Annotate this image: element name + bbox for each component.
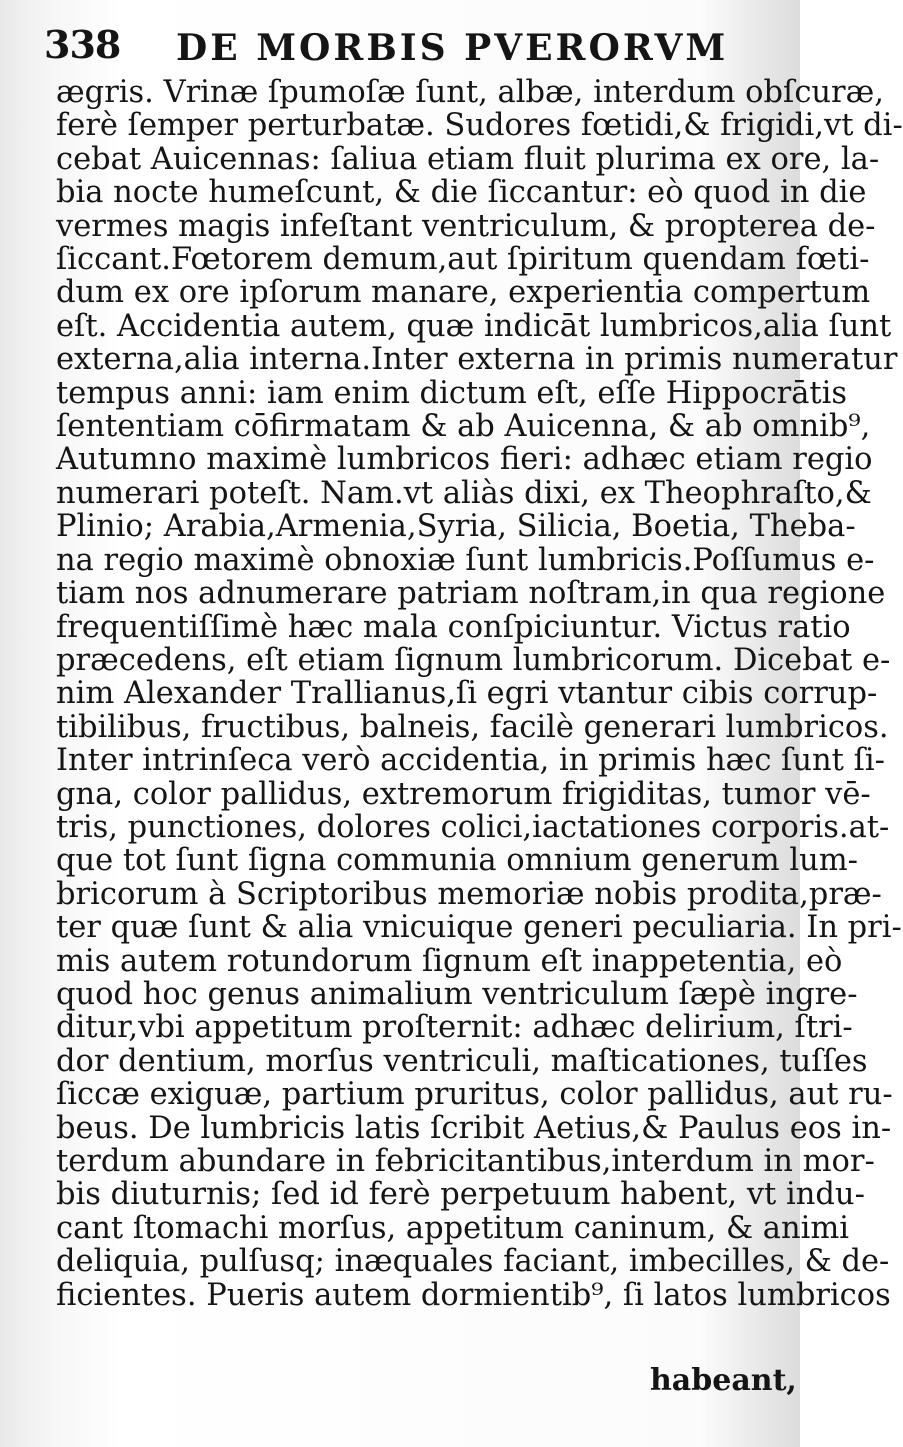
text-line: beus. De lumbricis latis ſcribit Aetius,& Paulus eos in-	[56, 1110, 892, 1146]
running-head: DE MORBIS PVERORVM	[176, 27, 729, 69]
text-line: que tot ſunt ſigna communia omnium generum lum-	[56, 843, 858, 879]
text-line: tibilibus, fructibus, balneis, facilè generari lumbricos.	[56, 709, 889, 745]
text-line: externa,alia interna.Inter externa in primis numeratur	[56, 342, 898, 378]
text-line: tiam nos adnumerare patriam noſtram,in qua regione	[56, 576, 886, 612]
text-line: bricorum à Scriptoribus memoriæ nobis prodita,præ-	[56, 876, 882, 912]
text-line: dor dentium, morſus ventriculi, maſticationes, tuſſes	[56, 1043, 868, 1079]
text-line: ſiccant.Fœtorem demum,aut ſpiritum quendam fœti-	[56, 242, 870, 278]
text-line: quod hoc genus animalium ventriculum ſæpè ingre-	[56, 976, 858, 1012]
text-line: gna, color pallidus, extremorum frigiditas, tumor vē-	[56, 776, 871, 812]
body-text	[56, 75, 903, 1313]
text-line: eſt. Accidentia autem, quæ indicāt lumbricos,alia ſunt	[56, 308, 892, 344]
text-line: Inter intrinſeca verò accidentia, in primis hæc ſunt ſi-	[56, 743, 885, 779]
text-line: nim Alexander Trallianus,ſi egri vtantur cibis corrup-	[56, 676, 878, 712]
text-line: ditur,vbi appetitum proſternit: adhæc delirium, ſtri-	[56, 1010, 853, 1046]
text-line: vermes magis infeſtant ventriculum, & propterea de-	[56, 208, 876, 244]
text-line: Autumno maximè lumbricos fieri: adhæc etiam regio	[56, 442, 873, 478]
text-line: ſententiam cōfirmatam & ab Auicenna, & ab omnib⁹,	[56, 409, 871, 445]
text-line: numerari poteſt. Nam.vt aliàs dixi, ex Theophraſto,&	[56, 475, 872, 511]
text-line: mis autem rotundorum ſignum eſt inappetentia, eò	[56, 943, 843, 979]
text-line: cant ſtomachi morſus, appetitum caninum, & animi	[56, 1210, 850, 1246]
text-line: bis diuturnis; ſed id ferè perpetuum habent, vt indu-	[56, 1177, 865, 1213]
text-line: cebat Auicennas: ſaliua etiam fluit plurima ex ore, la-	[56, 141, 880, 177]
text-line: ægris. Vrinæ ſpumoſæ ſunt, albæ, interdum obſcuræ,	[56, 75, 884, 110]
text-line: frequentiſſimè hæc mala conſpiciuntur. Victus ratio	[56, 609, 851, 645]
page-header	[44, 18, 744, 74]
text-line: na regio maximè obnoxiæ ſunt lumbricis.Poſſumus e-	[56, 542, 875, 578]
text-line: ferè ſemper perturbatæ. Sudores fœtidi,& frigidi,vt di-	[56, 108, 903, 144]
text-line: tris, punctiones, dolores colici,iactationes corporis.at-	[56, 809, 890, 845]
text-line: tempus anni: iam enim dictum eſt, eſſe Hippocrātis	[56, 375, 848, 411]
page-number: 338	[44, 22, 121, 67]
catchword: habeant,	[650, 1363, 797, 1398]
text-line: ter quæ ſunt & alia vnicuique generi peculiaria. In pri-	[56, 910, 902, 946]
text-line: dum ex ore ipſorum manare, experientia compertum	[56, 275, 871, 311]
text-line: Plinio; Arabia,Armenia,Syria, Silicia, Boetia, Theba-	[56, 509, 856, 545]
text-line: terdum abundare in febricitantibus,interdum in mor-	[56, 1144, 875, 1179]
text-line: deliquia, pulſusq; inæquales faciant, imbecilles, & de-	[56, 1244, 890, 1280]
text-line: ficientes. Pueris autem dormientib⁹, ſi latos lumbricos	[56, 1277, 891, 1313]
text-line: ſiccæ exiguæ, partium pruritus, color pallidus, aut ru-	[56, 1077, 893, 1113]
text-line: bia nocte humeſcunt, & die ſiccantur: eò quod in die	[56, 175, 867, 211]
text-line: præcedens, eſt etiam ſignum lumbricorum. Dicebat e-	[56, 642, 891, 678]
